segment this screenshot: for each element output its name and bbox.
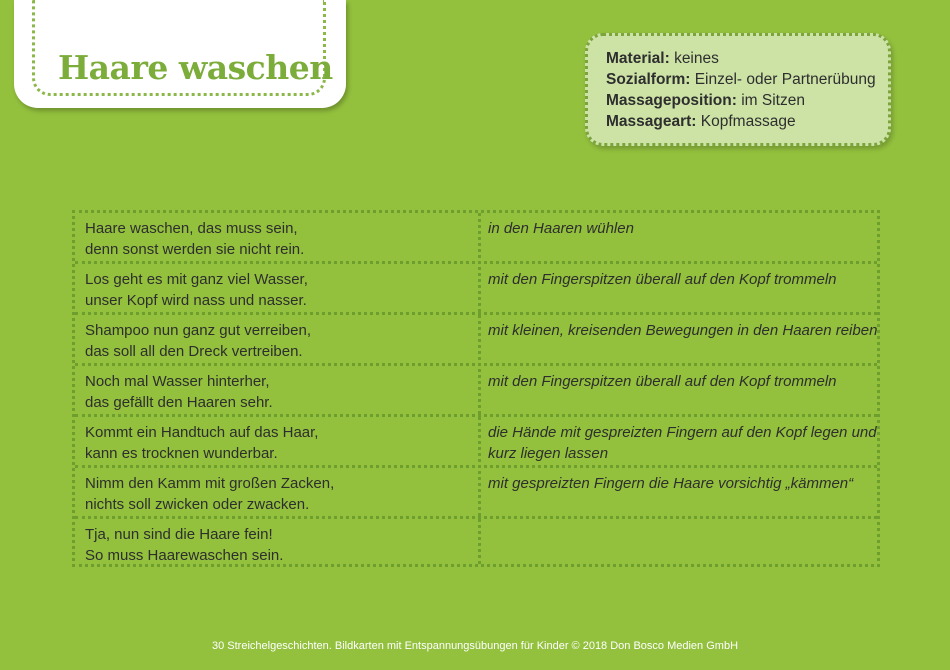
action-line: mit den Fingerspitzen überall auf den Kopf trommeln: [488, 373, 837, 390]
info-sozialform: [606, 69, 888, 90]
verse-cell: [85, 422, 465, 464]
action-line: die Hände mit gespreizten Fingern auf den Kopf legen und: [488, 424, 877, 441]
info-box: [585, 33, 891, 146]
action-cell: [488, 218, 873, 239]
verse-line: Kommt ein Handtuch auf das Haar,: [85, 424, 319, 441]
verse-line: kann es trocknen wunderbar.: [85, 445, 278, 462]
footer-copyright: 30 Streichelgeschichten. Bildkarten mit Entspannungsübungen für Kinder © 2018 Don Bosco Medien GmbH: [211, 640, 739, 652]
title-card: [14, 0, 346, 108]
table-row: [75, 315, 877, 366]
action-cell: [488, 473, 873, 494]
verse-line: nichts soll zwicken oder zwacken.: [85, 496, 310, 513]
poem-table: [72, 210, 880, 567]
column-divider: [478, 213, 481, 564]
action-cell: [488, 422, 877, 464]
verse-cell: [85, 524, 465, 566]
verse-line: denn sonst werden sie nicht rein.: [85, 241, 305, 258]
verse-cell: [85, 320, 465, 362]
info-value: Kopfmassage: [700, 113, 796, 130]
action-cell: [488, 320, 878, 341]
info-massageposition: [606, 90, 888, 111]
verse-cell: [85, 218, 465, 260]
verse-line: Haare waschen, das muss sein,: [85, 220, 298, 237]
action-cell: [488, 371, 873, 392]
info-label: Material:: [606, 50, 670, 67]
verse-line: Tja, nun sind die Haare fein!: [85, 526, 273, 543]
info-value: keines: [674, 50, 719, 67]
table-row: [75, 417, 877, 468]
page-title: Haare waschen: [58, 48, 333, 87]
info-massageart: [606, 111, 888, 132]
info-value: Einzel- oder Partnerübung: [694, 71, 876, 88]
verse-line: Shampoo nun ganz gut verreiben,: [85, 322, 311, 339]
verse-cell: [85, 473, 465, 515]
table-row: [75, 264, 877, 315]
verse-line: Nimm den Kamm mit großen Zacken,: [85, 475, 335, 492]
verse-cell: [85, 371, 465, 413]
action-line: mit gespreizten Fingern die Haare vorsichtig „kämmen“: [488, 475, 854, 492]
verse-line: Los geht es mit ganz viel Wasser,: [85, 271, 308, 288]
verse-cell: [85, 269, 465, 311]
verse-line: unser Kopf wird nass und nasser.: [85, 292, 307, 309]
action-line: in den Haaren wühlen: [488, 220, 634, 237]
table-row: [75, 519, 877, 567]
action-line: mit kleinen, kreisenden Bewegungen in den Haaren reiben: [488, 322, 878, 339]
verse-line: Noch mal Wasser hinterher,: [85, 373, 270, 390]
info-material: [606, 48, 888, 69]
table-row: [75, 468, 877, 519]
action-line: kurz liegen lassen: [488, 445, 609, 462]
table-row: [75, 213, 877, 264]
action-line: mit den Fingerspitzen überall auf den Kopf trommeln: [488, 271, 837, 288]
verse-line: So muss Haarewaschen sein.: [85, 547, 284, 564]
info-label: Massageposition:: [606, 92, 737, 109]
action-cell: [488, 269, 873, 290]
table-row: [75, 366, 877, 417]
verse-line: das soll all den Dreck vertreiben.: [85, 343, 303, 360]
info-label: Sozialform:: [606, 71, 691, 88]
verse-line: das gefällt den Haaren sehr.: [85, 394, 273, 411]
info-value: im Sitzen: [741, 92, 805, 109]
info-label: Massageart:: [606, 113, 697, 130]
